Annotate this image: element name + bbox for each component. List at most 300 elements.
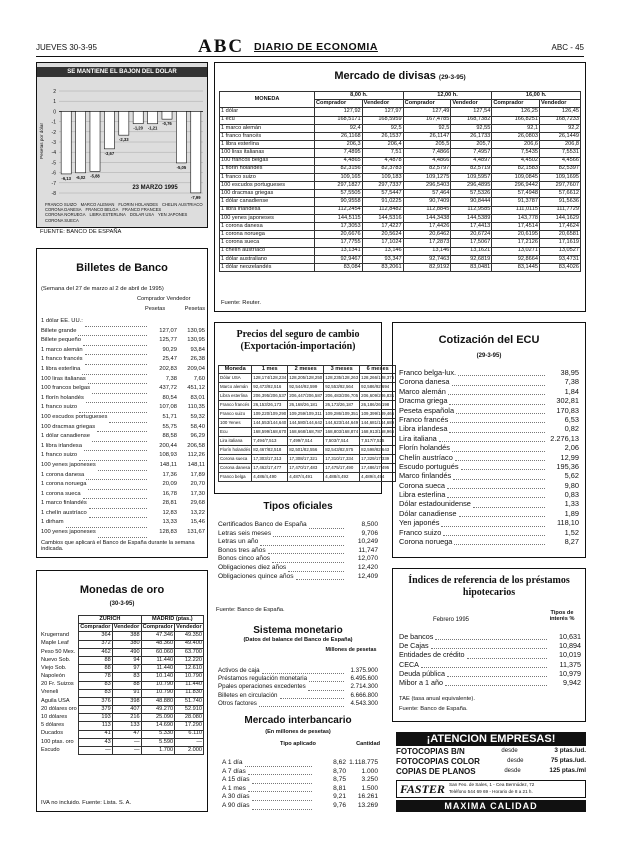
divisas-currency: 100 liras italianas: [220, 149, 315, 157]
seguro-value: 92,473/92,516: [252, 383, 288, 392]
oro-value: 83: [79, 681, 113, 689]
ad-title: ¡ATENCION EMPRESAS!: [396, 732, 586, 746]
divisas-value: 13,0271: [492, 247, 540, 255]
monetario-title: Sistema monetario: [253, 625, 343, 636]
billetes-leader: [85, 319, 147, 327]
divisas-value: 205,7: [451, 141, 492, 149]
divisas-value: 92,6819: [451, 255, 492, 263]
ecu-row-value: 9,80: [564, 480, 579, 490]
tipos-title: Tipos oficiales: [263, 501, 333, 512]
oro-value: 398: [112, 697, 141, 705]
seguro-value: 128,266/128,375: [360, 374, 396, 383]
divisas-value: 168,7233: [539, 116, 580, 124]
chart-country: CORONA SUECA: [45, 217, 79, 223]
divisas-value: 82,9192: [403, 263, 451, 271]
billetes-sell: 15,46: [190, 519, 205, 526]
hipotecarios-row-value: 11,375: [559, 659, 581, 669]
ecu-row-leader: [455, 454, 545, 461]
oro-value: 462: [79, 648, 113, 656]
billetes-buy: 202,83: [159, 365, 177, 372]
hipotecarios-row-value: 10,894: [559, 641, 581, 651]
billetes-row: [41, 511, 205, 521]
divisas-value: 13,0527: [539, 247, 580, 255]
oro-row: [40, 665, 204, 673]
interbancario-row-value: 13.269: [357, 801, 378, 809]
interbancario-row-label: A 30 días: [222, 793, 250, 801]
divisas-value: 206,3: [315, 141, 363, 149]
divisas-value: 17,2873: [403, 239, 451, 247]
billetes-leader: [79, 453, 147, 461]
oro-value: 5.590: [141, 738, 175, 746]
tipos-row-value: 12,420: [357, 563, 378, 571]
oro-value: 83: [79, 689, 113, 697]
seguro-row: [219, 437, 396, 446]
seguro-value: 144,681/144,689: [360, 419, 396, 428]
seguro-row: [219, 446, 396, 455]
ecu-row-leader: [447, 491, 545, 498]
seguro-value: 82,467/82,518: [252, 446, 288, 455]
tipos-row-leader: [309, 522, 344, 529]
billetes-currency: 1 dólar EE. UU.:: [41, 318, 83, 324]
divisas-currency: 1 dólar: [220, 108, 315, 116]
hipotecarios-row-leader: [447, 670, 547, 677]
ecu-row-label: Corona danesa: [399, 377, 450, 387]
ecu-row-label: Corona noruega: [399, 537, 453, 547]
billetes-buy: 55,75: [162, 423, 177, 430]
divisas-value: 13,1341: [315, 247, 363, 255]
divisas-value: 17,1619: [539, 239, 580, 247]
chart-country: FRANCO FRANCES: [122, 207, 162, 213]
billetes-sell: 26,38: [190, 356, 205, 363]
divisas-row: [220, 239, 581, 247]
oro-value: 63.700: [175, 648, 204, 656]
divisas-value: 57,464: [403, 190, 451, 198]
divisas-value: 109,1695: [539, 173, 580, 181]
ad-line-price: 75 ptas./ud.: [550, 757, 586, 764]
oro-panel: [36, 570, 208, 812]
chart-country: CORONA DANESA: [45, 207, 82, 213]
billetes-sell: 131,67: [187, 529, 205, 536]
divisas-row: [220, 173, 581, 181]
oro-row: [40, 681, 204, 689]
divisas-value: 57,4948: [492, 190, 540, 198]
hipotecarios-row-label: Entidades de crédito: [399, 650, 465, 660]
oro-value: 11.440: [141, 656, 175, 664]
divisas-value: 13,1621: [451, 247, 492, 255]
divisas-value: 13,146: [403, 247, 451, 255]
divisas-value: 92,5: [403, 124, 451, 132]
hipotecarios-list: [399, 633, 581, 688]
billetes-currency: 1 franco francés: [41, 356, 83, 363]
oro-row: [40, 747, 204, 755]
ecu-row-leader: [443, 529, 545, 536]
seguro-value: 82,598/82,643: [360, 446, 396, 455]
seguro-value: 168,599/168,670: [252, 428, 288, 437]
ecu-row-value: 1,89: [564, 508, 579, 518]
tipos-row-value: 8,500: [361, 521, 378, 528]
divisas-value: 92,7463: [403, 255, 451, 263]
divisas-currency: 1 libra esterlina: [220, 141, 315, 149]
tipos-row: [218, 574, 378, 583]
billetes-sell: 110,35: [187, 404, 205, 411]
billetes-sell: 93,84: [190, 346, 205, 353]
billetes-leader: [88, 377, 147, 385]
chart-tick-label: -6: [51, 170, 56, 177]
hipotecarios-row-value: 10,979: [559, 668, 581, 678]
tipos-row-label: Bonos tres años: [218, 546, 266, 554]
seguro-value: 92,553/92,564: [324, 383, 360, 392]
divisas-row: [220, 214, 581, 222]
tipos-row-leader: [296, 574, 344, 581]
divisas-value: 20,6581: [539, 231, 580, 239]
oro-row: [40, 656, 204, 664]
oro-value: 88: [112, 681, 141, 689]
divisas-value: 83,1445: [492, 263, 540, 271]
ecu-row-label: Escudo portugués: [399, 461, 459, 471]
ecu-row-value: 1,33: [564, 499, 579, 509]
ecu-row-value: 118,10: [556, 518, 579, 528]
tipos-row-label: Letras seis meses: [218, 529, 272, 537]
ecu-row-leader: [447, 482, 545, 489]
divisas-value: 82,5719: [451, 165, 492, 173]
ecu-row-label: Marco finlandés: [399, 471, 452, 481]
ad-line-service: FOTOCOPIAS COLOR: [396, 757, 480, 766]
divisas-value: 20,6195: [492, 231, 540, 239]
ecu-date: (29-3-95): [476, 353, 502, 359]
billetes-buy: 13,33: [162, 519, 177, 526]
seguro-row: [219, 473, 396, 482]
ecu-row-leader: [461, 463, 545, 470]
billetes-leader: [82, 367, 147, 375]
divisas-value: 4,4878: [362, 157, 403, 165]
oro-row: [40, 673, 204, 681]
divisas-value: 109,165: [315, 173, 363, 181]
divisas-value: 112,8845: [403, 206, 451, 214]
oro-value: 47: [112, 730, 141, 738]
seguro-value: 7,503/7,514: [324, 437, 360, 446]
seguro-row: [219, 419, 396, 428]
divisas-value: 168,5959: [362, 116, 403, 124]
monetario-row-label: Ppales operaciones excedentes: [218, 683, 306, 691]
billetes-leader: [85, 348, 147, 356]
seguro-currency: Lira italiana: [219, 437, 252, 446]
chart-country-list: [45, 203, 205, 223]
divisas-value: 26,1147: [403, 132, 451, 140]
oro-value: 376: [79, 697, 113, 705]
divisas-value: 296,5403: [403, 182, 451, 190]
divisas-value: 109,1275: [403, 173, 451, 181]
divisas-value: 167,4785: [403, 116, 451, 124]
divisas-value: 205,5: [403, 141, 451, 149]
divisas-value: 17,3053: [315, 223, 363, 231]
seguro-value: 128,205/128,250: [288, 374, 324, 383]
divisas-value: 93,347: [362, 255, 403, 263]
billetes-leader: [83, 338, 147, 346]
divisas-value: 7,4957: [451, 149, 492, 157]
date-label: JUEVES 30-3-95: [36, 43, 97, 52]
ecu-row: [399, 538, 579, 547]
billetes-sell: 206,58: [187, 442, 205, 449]
seguro-value: 26,168/26,181: [288, 401, 324, 410]
divisas-row: [220, 141, 581, 149]
billetes-currency: Billete grande: [41, 327, 77, 334]
ecu-row-value: 8,27: [564, 537, 579, 547]
hipotecarios-row-value: 10,631: [559, 632, 581, 641]
billetes-sell: 7,60: [193, 375, 205, 382]
divisas-value: 57,5505: [315, 190, 363, 198]
oro-value: 83: [112, 673, 141, 681]
hipotecarios-title: Índices de referencia de los préstamos hipotecarios: [408, 575, 570, 598]
seguro-currency: Franco suizo: [219, 410, 252, 419]
divisas-value: 168,5171: [315, 116, 363, 124]
billetes-buy: 200,44: [159, 442, 177, 449]
oro-value: 11.830: [175, 689, 204, 697]
divisas-value: 26,1733: [451, 132, 492, 140]
divisas-value: 109,5957: [451, 173, 492, 181]
billetes-list: [41, 319, 205, 540]
oro-value: 91: [112, 689, 141, 697]
divisas-currency: 1 florín holandés: [220, 165, 315, 173]
divisas-currency: 1 franco francés: [220, 132, 315, 140]
interbancario-row-label: A 15 días: [222, 776, 250, 784]
hipotecarios-row-value: 10,019: [559, 650, 581, 660]
monetario-unit: Millones de pesetas: [325, 647, 377, 653]
oro-row: [40, 738, 204, 746]
oro-value: —: [112, 747, 141, 755]
seguro-row: [219, 401, 396, 410]
divisas-currency: 100 dracmas griegas: [220, 190, 315, 198]
interbancario-row-leader: [248, 769, 312, 776]
seguro-value: 4,488/4,492: [324, 473, 360, 482]
tipos-row-label: Bonos cinco años: [218, 555, 271, 563]
ecu-list: [399, 369, 579, 547]
billetes-currency: 100 dracmas griegas: [41, 423, 96, 430]
chart-date-label: 23 MARZO 1995: [132, 185, 178, 191]
oro-value: 88: [79, 656, 113, 664]
seguro-value: 206,447/206,587: [288, 392, 324, 401]
billetes-leader: [86, 396, 147, 404]
divisas-value: 20,5624: [362, 231, 403, 239]
divisas-value: 143,778: [492, 214, 540, 222]
monetario-row-leader: [259, 701, 344, 707]
tipos-row-label: Letras un año: [218, 538, 259, 546]
seguro-value: 17,486/17,495: [360, 464, 396, 473]
oro-coin: 10 dólares: [41, 714, 68, 721]
divisas-value: 26,1537: [362, 132, 403, 140]
divisas-value: 82,3783: [362, 165, 403, 173]
dollar-chart: [36, 62, 208, 228]
billetes-sell: 130,95: [187, 327, 205, 334]
ecu-row-leader: [450, 416, 545, 423]
ecu-row-label: Yen japonés: [399, 518, 440, 528]
billetes-currency: 1 marco alemán: [41, 346, 83, 353]
interbancario-row-value: 3.250: [361, 776, 378, 784]
divisas-value: 127,92: [315, 108, 363, 116]
divisas-value: 26,1449: [539, 132, 580, 140]
billetes-currency: 100 francos belgas: [41, 385, 90, 392]
seguro-value: 109,399/109,466: [360, 410, 396, 419]
billetes-sell: 20,70: [190, 481, 205, 488]
divisas-value: 82,1583: [492, 165, 540, 173]
divisas-value: 91,0225: [362, 198, 403, 206]
interbancario-row-label: A 7 días: [222, 767, 246, 775]
divisas-value: 20,6676: [315, 231, 363, 239]
oro-coin: 5 dólares: [41, 722, 65, 729]
oro-value: 10.790: [141, 681, 175, 689]
seguro-value: 4,489/4,494: [360, 473, 396, 482]
seguro-value: 168,668/168,787: [288, 428, 324, 437]
ecu-row-label: Dracma griega: [399, 396, 448, 406]
seguro-value: 128,174/128,234: [252, 374, 288, 383]
ad-line-from: desde: [501, 748, 518, 754]
divisas-value: 127,97: [362, 108, 403, 116]
ecu-row-value: 302,81: [556, 396, 579, 406]
divisas-currency: 100 francos belgas: [220, 157, 315, 165]
divisas-value: 17,4514: [492, 223, 540, 231]
ecu-row-leader: [439, 435, 545, 442]
chart-bar-label: -6,13: [61, 175, 71, 181]
seguro-value: 4,487/4,491: [288, 473, 324, 482]
divisas-value: 17,4426: [403, 223, 451, 231]
seguro-value: 7,494/7,513: [252, 437, 288, 446]
ecu-row-leader: [449, 425, 545, 432]
ecu-row-value: 2.276,13: [550, 433, 579, 443]
monetario-row-value: 1.375.900: [350, 667, 378, 674]
interbancario-row-leader: [248, 786, 312, 793]
divisas-row: [220, 124, 581, 132]
billetes-buy: 51,71: [162, 413, 177, 420]
divisas-value: 82,3156: [315, 165, 363, 173]
divisas-value: 7,51: [362, 149, 403, 157]
oro-row: [40, 706, 204, 714]
interbancario-row-value: 8,62: [333, 759, 346, 766]
seguro-value: 144,553/144,640: [252, 419, 288, 428]
chart-bar: [76, 111, 86, 172]
divisas-value: 111,0115: [492, 206, 540, 214]
interbancario-row-leader: [252, 794, 313, 801]
billetes-sell: 83,01: [190, 394, 205, 401]
divisas-table: MONEDA 8,00 h. 12,00 h. 16,00 h. Comprador Vendedor Comprador Vendedor Comprador Vendedor 1 dólar 127,92 127,97 127,49 127,54 126,25 126,45 1 ecu 168,5171 168,5959 167,4785 168,7382 166,8251 168,7233 1 marco alemán 92,4 92,5 92,5 92,55 92,1 92,2 1 franco francés 26,1168 26,1537 26,1147 26,1733 26,0803 26,1449 1 libra esterlina 206,3 206,4 205,5 205,7 206,6 206,8 100 liras italianas 7,4895 7,51 7,4866 7,4957 7,5435 7,5531 100 francos belgas 4,4865 4,4878 4,4866 4,4897 4,4502 4,4566 1 florín holandés 82,3156 82,3783 82,5797 82,5719 82,1583 82,5397 1 franco suizo 109,165 109,183 109,1275 109,5957 109,0845 109,1695 100 escudos portugueses 297,1827 297,7337 296,5403 296,4895 296,9442 297,7607 100 dracmas griegas 57,5505 57,5447 57,464 57,5326 57,4948 57,6612 1 dólar canadiense 90,9558 91,0225 90,7409 90,8444 91,3787 91,5636 1 libra irlandesa 112,2454 112,8482 112,8845 112,9585 111,0115 111,7729 100 yenes japoneses 144,5115 144,5316 144,3438 144,5389 143,778 144,1629 1 corona danesa 17,3053 17,4227 17,4426 17,4413 17,4514 17,4624 1 corona noruega 20,6676 20,5624 20,6462 20,6724 20,6195 20,6581 1 corona sueca 17,7755 17,1024 17,2873 17,5067 17,2126 17,1619 1 chelín austríaco 13,1341 13,146 13,146 13,1621 13,0271 13,0527 1 dólar australiano 92,9467 93,347 92,7463 92,6819 92,8664 93,4731 1 dólar neozelandés 83,084 83,2061 82,9192 83,0481 83,1445 83,4026: [221, 91, 579, 270]
tipos-row-label: Obligaciones quince años: [218, 572, 294, 580]
billetes-buy: 90,29: [162, 346, 177, 353]
chart-bar-label: -6,02: [75, 174, 86, 180]
oro-coin: Ducados: [41, 730, 64, 737]
divisas-row: [220, 132, 581, 140]
divisas-row: [220, 157, 581, 165]
billetes-leader: [66, 520, 147, 528]
divisas-currency: 100 yenes japoneses: [220, 214, 315, 222]
billetes-buy: 437,72: [159, 385, 177, 392]
chart-bar-label: -3,67: [104, 150, 115, 156]
chart-source: FUENTE: BANCO DE ESPAÑA: [40, 229, 122, 235]
billetes-currency: 1 marco finlandés: [41, 500, 87, 507]
divisas-value: 297,1827: [315, 182, 363, 190]
divisas-currency: 1 corona noruega: [220, 231, 315, 239]
divisas-source: Fuente: Reuter.: [221, 300, 261, 307]
billetes-buy: 25,47: [162, 356, 177, 363]
tipos-row-value: 12,409: [357, 572, 378, 580]
billetes-leader: [97, 425, 147, 433]
oro-row: [40, 640, 204, 648]
oro-value: —: [112, 738, 141, 746]
seguro-value: 17,329/17,339: [360, 455, 396, 464]
monetario-row-value: 6.666.800: [350, 691, 378, 699]
seguro-col-header: Moneda: [219, 366, 252, 374]
oro-coin: 20 Fr. Suizos: [41, 681, 74, 688]
seguro-title: Precios del seguro de cambio (Exportación-importación): [236, 329, 360, 352]
divisas-value: 4,4897: [451, 157, 492, 165]
seguro-table: [218, 365, 396, 482]
divisas-value: 206,8: [539, 141, 580, 149]
billetes-row: [41, 530, 205, 540]
interbancario-row-value: 16.261: [357, 793, 378, 801]
divisas-value: 144,1629: [539, 214, 580, 222]
ecu-row-label: Chelín austríaco: [399, 452, 453, 462]
oro-value: 43: [79, 738, 113, 746]
monetario-row-label: Billetes en circulación: [218, 691, 278, 699]
divisas-value: 111,7729: [539, 206, 580, 214]
seguro-value: 17,475/17,490: [324, 464, 360, 473]
divisas-value: 4,4502: [492, 157, 540, 165]
divisas-row: [220, 206, 581, 214]
monetario-row-value: 2.714.300: [350, 683, 378, 691]
chart-tick-label: -8: [51, 191, 56, 197]
ecu-row-label: Libra irlandesa: [399, 424, 448, 434]
chart-country: FRANCO SUIZO: [45, 202, 77, 207]
ecu-row-value: 2,06: [564, 443, 579, 453]
seguro-row: [219, 428, 396, 437]
hipotecarios-row: [399, 679, 581, 688]
oro-value: 490: [112, 648, 141, 656]
divisas-value: 91,5636: [539, 198, 580, 206]
oro-coin: Peso 50 Mex.: [41, 648, 76, 655]
billetes-buy: 20,09: [162, 481, 177, 488]
divisas-row: [220, 198, 581, 206]
divisas-value: 83,0481: [451, 263, 492, 271]
divisas-row: [220, 116, 581, 124]
chart-tick-label: -2: [51, 129, 56, 136]
divisas-value: 26,1168: [315, 132, 363, 140]
hipotecarios-row-label: Deuda pública: [399, 668, 445, 678]
oro-coin: 100 ptas. oro: [41, 738, 74, 745]
oro-value: 12.220: [175, 656, 204, 664]
chart-bar-label: -5,05: [176, 164, 187, 170]
divisas-currency: 1 corona sueca: [220, 239, 315, 247]
divisas-row: [220, 223, 581, 231]
interbancario-row-value: 8,81: [333, 784, 346, 792]
oro-value: 388: [112, 632, 141, 640]
hipotecarios-row-leader: [445, 679, 547, 686]
ad-line-service: COPIAS DE PLANOS: [396, 767, 476, 776]
chart-bar-label: -2,33: [119, 137, 129, 143]
ecu-row-leader: [458, 369, 545, 376]
ad-line-price: 125 ptas./ml: [549, 767, 586, 774]
oro-row: [40, 730, 204, 738]
oro-coin: Escudo: [41, 746, 60, 753]
oro-value: 49.400: [175, 640, 204, 648]
interbancario-row-value: 1.500: [361, 784, 378, 792]
divisas-currency: 100 escudos portugueses: [220, 182, 315, 190]
seguro-row: [219, 374, 396, 383]
monetario-row-label: Activos de caja: [218, 667, 260, 674]
chart-bar: [61, 111, 71, 174]
seguro-value: 17,308/17,321: [288, 455, 324, 464]
oro-value: 78: [79, 673, 113, 681]
divisas-value: 144,5115: [315, 214, 363, 222]
ecu-title: Cotización del ECU: [438, 334, 540, 346]
ecu-row-leader: [452, 378, 545, 385]
ad-footer: MAXIMA CALIDAD: [396, 800, 586, 812]
